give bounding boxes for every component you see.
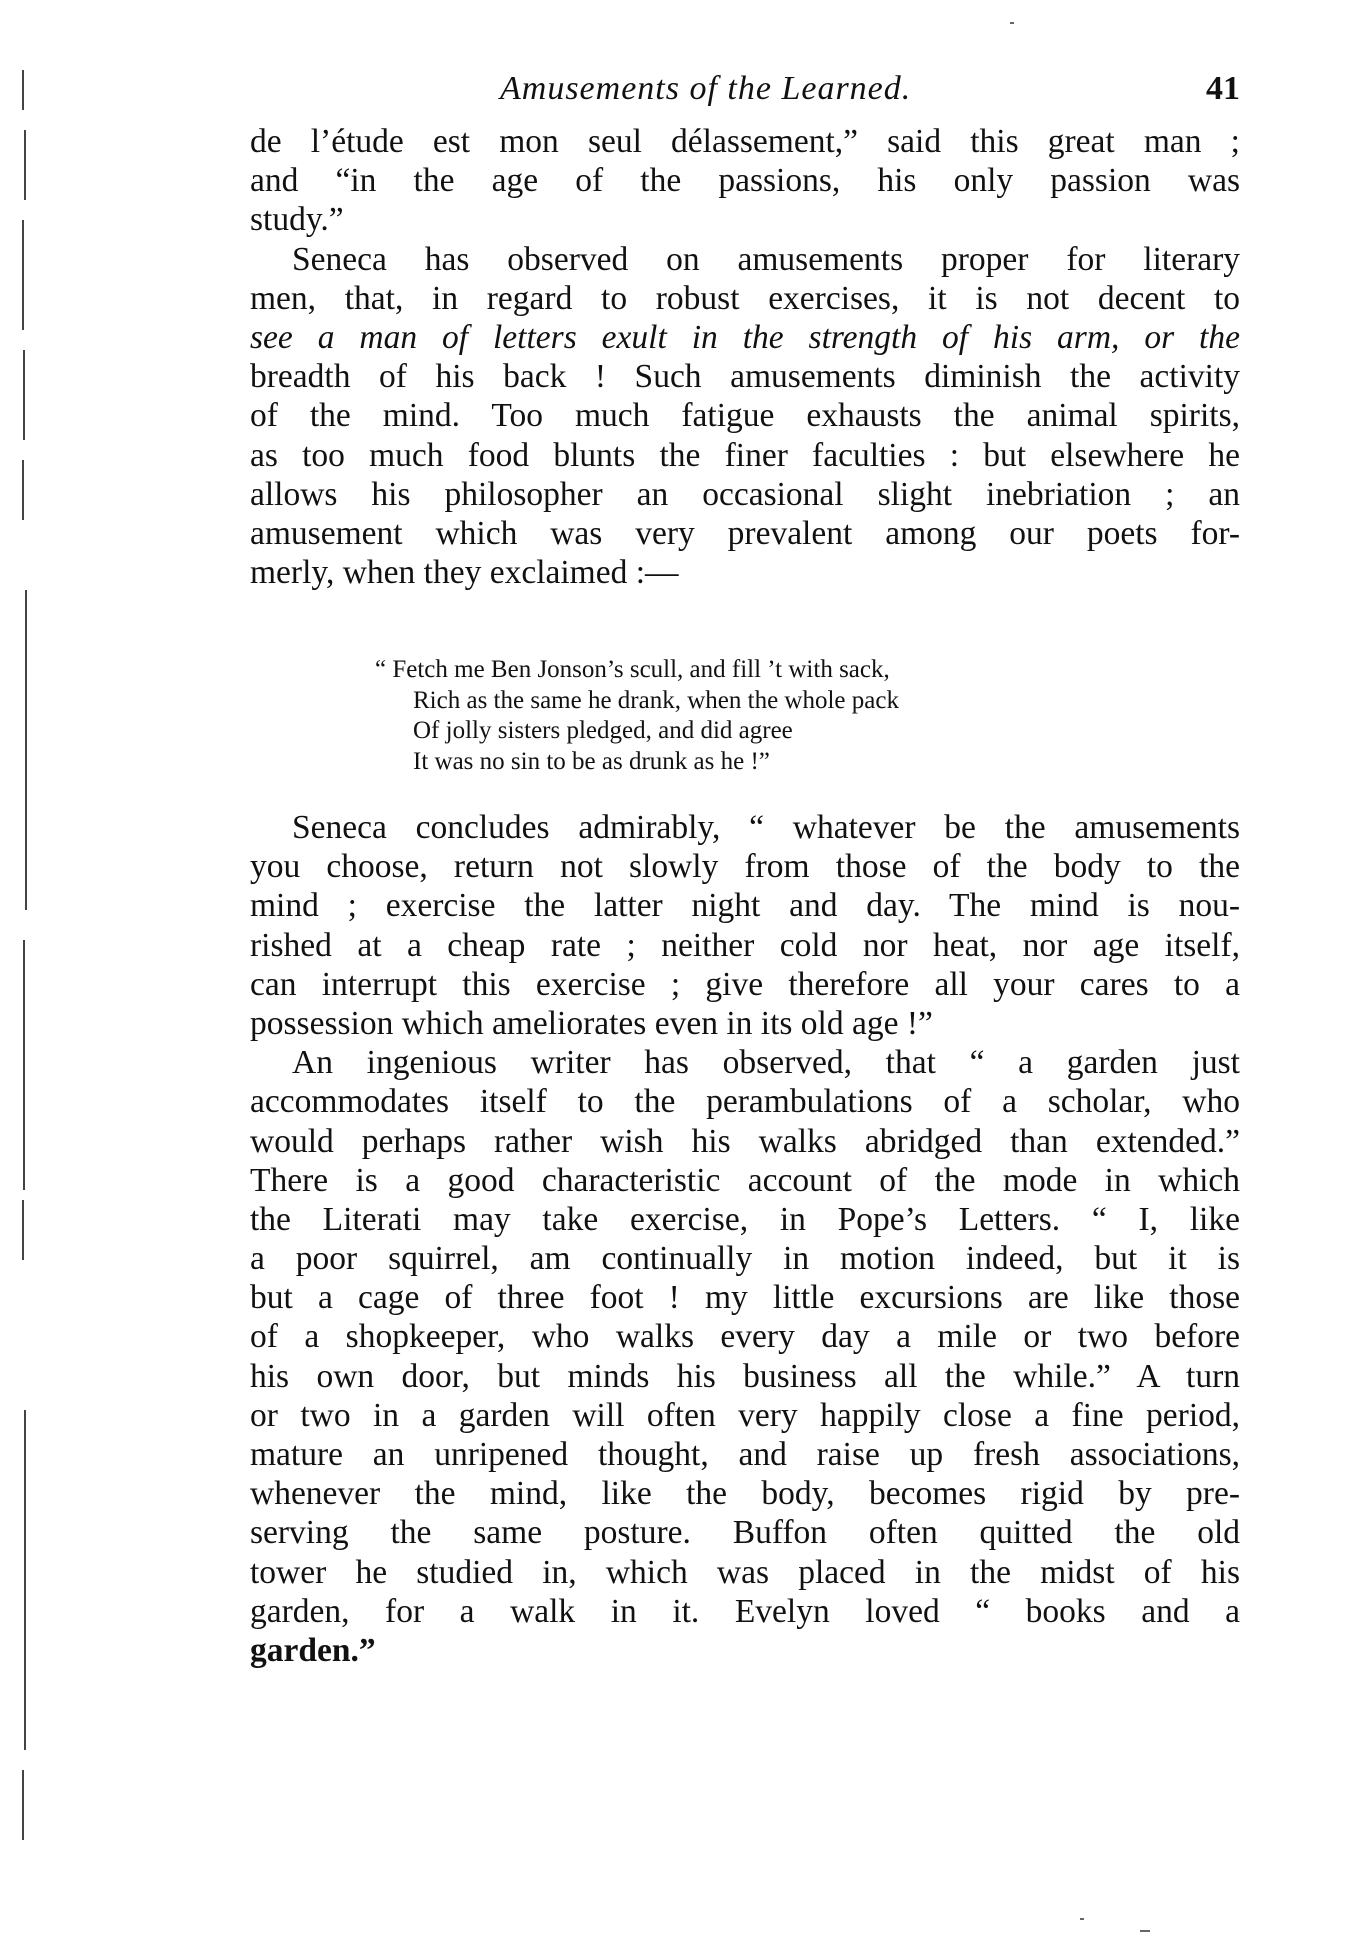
- paragraph-seneca-concludes: [250, 808, 1240, 1043]
- text-line: tower he studied in, which was placed in the midst of his: [250, 1553, 1240, 1591]
- running-title: Amusements of the Learned.: [500, 70, 912, 107]
- text-line: of the mind. Too much fatigue exhausts the animal spirits,: [250, 397, 1240, 435]
- scan-gutter-marks: [22, 70, 32, 1870]
- text-line: of a shopkeeper, who walks every day a mile or two before: [250, 1318, 1240, 1356]
- text-line: can interrupt this exercise ; give therefore all your cares to a: [250, 965, 1240, 1003]
- text-line: men, that, in regard to robust exercises, it is not decent to: [250, 279, 1240, 317]
- text-line: Seneca has observed on amusements proper for literary: [292, 240, 1240, 278]
- text-line: and “in the age of the passions, his only passion was: [250, 162, 1240, 200]
- text-line: accommodates itself to the perambulations of a scholar, who: [250, 1083, 1240, 1121]
- text-line: rished at a cheap rate ; neither cold nor heat, nor age itself,: [250, 926, 1240, 964]
- text-line: There is a good characteristic account of the mode in which: [250, 1161, 1240, 1199]
- text-line: would perhaps rather wish his walks abridged than extended.”: [250, 1122, 1240, 1160]
- text-line: study.”: [250, 201, 344, 239]
- scan-speck: [1010, 22, 1014, 24]
- verse-line: “ Fetch me Ben Jonson’s scull, and fill ’t with sack,: [375, 656, 890, 683]
- text-line: you choose, return not slowly from those of the body to the: [250, 848, 1240, 886]
- text-line: garden.”: [250, 1631, 376, 1669]
- verse-line: Of jolly sisters pledged, and did agree: [413, 717, 793, 744]
- text-line: a poor squirrel, am continually in motion indeed, but it is: [250, 1240, 1240, 1278]
- text-line: An ingenious writer has observed, that “ a garden just: [292, 1044, 1240, 1082]
- running-header: [250, 70, 1240, 114]
- text-line: mind ; exercise the latter night and day. The mind is nou-: [250, 887, 1240, 925]
- text-line: de l’étude est mon seul délassement,” said this great man ;: [250, 123, 1240, 160]
- text-line: as too much food blunts the finer faculties : but elsewhere he: [250, 436, 1240, 474]
- text-line: amusement which was very prevalent among our poets for-: [250, 514, 1240, 552]
- text-line: his own door, but minds his business all the while.” A turn: [250, 1357, 1240, 1395]
- text-line: serving the same posture. Buffon often quitted the old: [250, 1514, 1240, 1552]
- text-line: mature an unripened thought, and raise up fresh associations,: [250, 1436, 1240, 1473]
- scan-speck: [1080, 1918, 1084, 1920]
- paragraph-garden: [250, 1043, 1240, 1670]
- text-line: breadth of his back ! Such amusements diminish the activity: [250, 358, 1240, 396]
- text-line: but a cage of three foot ! my little excursions are like those: [250, 1279, 1240, 1317]
- text-line: Seneca concludes admirably, “ whatever be the amusements: [292, 809, 1240, 846]
- paragraph-seneca-observed: [250, 240, 1240, 593]
- text-line: allows his philosopher an occasional slight inebriation ; an: [250, 475, 1240, 513]
- page-number: 41: [1206, 70, 1240, 107]
- verse-line: Rich as the same he drank, when the whole pack: [413, 686, 899, 714]
- text-line: see a man of letters exult in the strength of his arm, or the: [250, 318, 1240, 356]
- text-line: or two in a garden will often very happily close a fine period,: [250, 1396, 1240, 1434]
- text-line: garden, for a walk in it. Evelyn loved “ books and a: [250, 1592, 1240, 1630]
- verse-line: It was no sin to be as drunk as he !”: [413, 747, 770, 775]
- paragraph-continuation: [250, 122, 1240, 240]
- text-line: merly, when they exclaimed :—: [250, 554, 679, 592]
- text-block-lower: [250, 808, 1240, 1670]
- scan-speck: [1140, 1930, 1150, 1932]
- text-line: whenever the mind, like the body, becomes rigid by pre-: [250, 1475, 1240, 1513]
- text-line: the Literati may take exercise, in Pope’s Letters. “ I, like: [250, 1200, 1240, 1238]
- verse-quotation: [375, 655, 1075, 777]
- text-block-upper: [250, 122, 1240, 592]
- text-line: possession which ameliorates even in its old age !”: [250, 1004, 933, 1042]
